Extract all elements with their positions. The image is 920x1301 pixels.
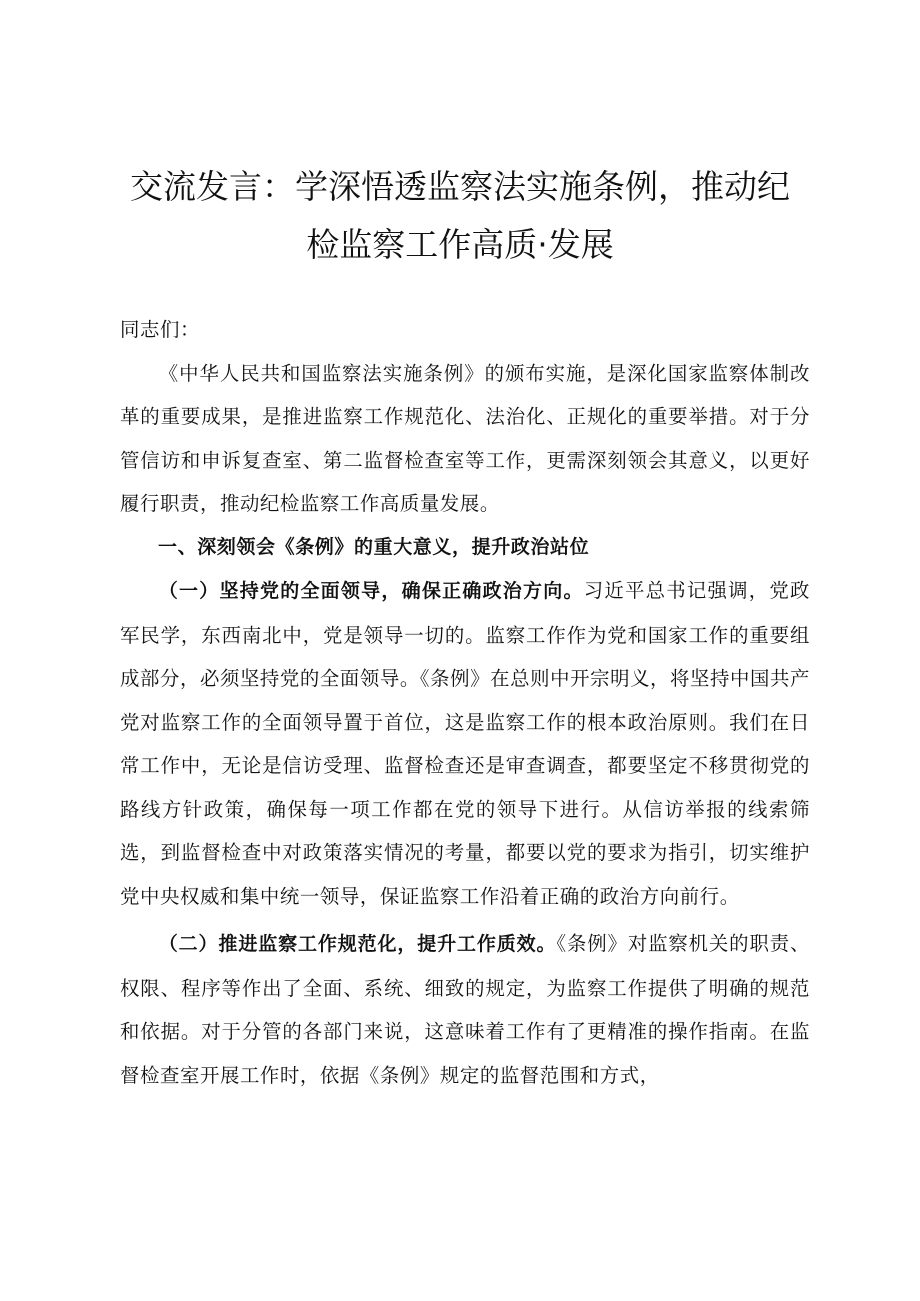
salutation: 同志们： bbox=[120, 318, 200, 341]
subsection-1-text: 习近平总书记强调，党政军民学，东西南北中，党是领导一切的。监察工作作为党和国家工作的重要组成部分，必须坚持党的全面领导。《条例》在总则中开宗明义，将坚持中国共产党对监察工作的全面领导置于首位，这是监察工作的根本政治原则。我们在日常工作中，无论是信访受理、监督检查还是审查调查，都要坚定不移贯彻党的路线方针政策，确保每一项工作都在党的领导下进行。从信访举报的线索筛选，到监督检查中对政策落实情况的考量，都要以党的要求为指引，切实维护党中央权威和集中统一领导，保证监察工作沿着正确的政治方向前行。 bbox=[120, 579, 810, 908]
subsection-2-text: 《条例》对监察机关的职责、权限、程序等作出了全面、系统、细致的规定，为监察工作提供了明确的规范和依据。对于分管的各部门来说，这意味着工作有了更精准的操作指南。在监督检查室开展工作时，依据《条例》规定的监督范围和方式， bbox=[120, 932, 810, 1087]
subsection-2-paragraph bbox=[120, 922, 810, 1097]
subsection-1-heading: （一）坚持党的全面领导，确保正确政治方向。 bbox=[158, 580, 584, 602]
title-line-1: 交流发言：学深悟透监察法实施条例，推动纪 bbox=[130, 167, 790, 206]
document-body bbox=[120, 308, 810, 1097]
subsection-1-paragraph bbox=[120, 569, 810, 918]
title-line-2: 检监察工作高质·发展 bbox=[306, 225, 614, 264]
section-heading-1: 一、深刻领会《条例》的重大意义，提升政治站位 bbox=[158, 535, 590, 558]
document-title bbox=[100, 158, 820, 274]
intro-paragraph: 《中华人民共和国监察法实施条例》的颁布实施，是深化国家监察体制改革的重要成果，是推进监察工作规范化、法治化、正规化的重要举措。对于分管信访和申诉复查室、第二监督检查室等工作，更需深刻领会其意义，以更好履行职责，推动纪检监察工作高质量发展。 bbox=[120, 361, 810, 515]
subsection-2-heading: （二）推进监察工作规范化，提升工作质效。 bbox=[158, 933, 557, 955]
